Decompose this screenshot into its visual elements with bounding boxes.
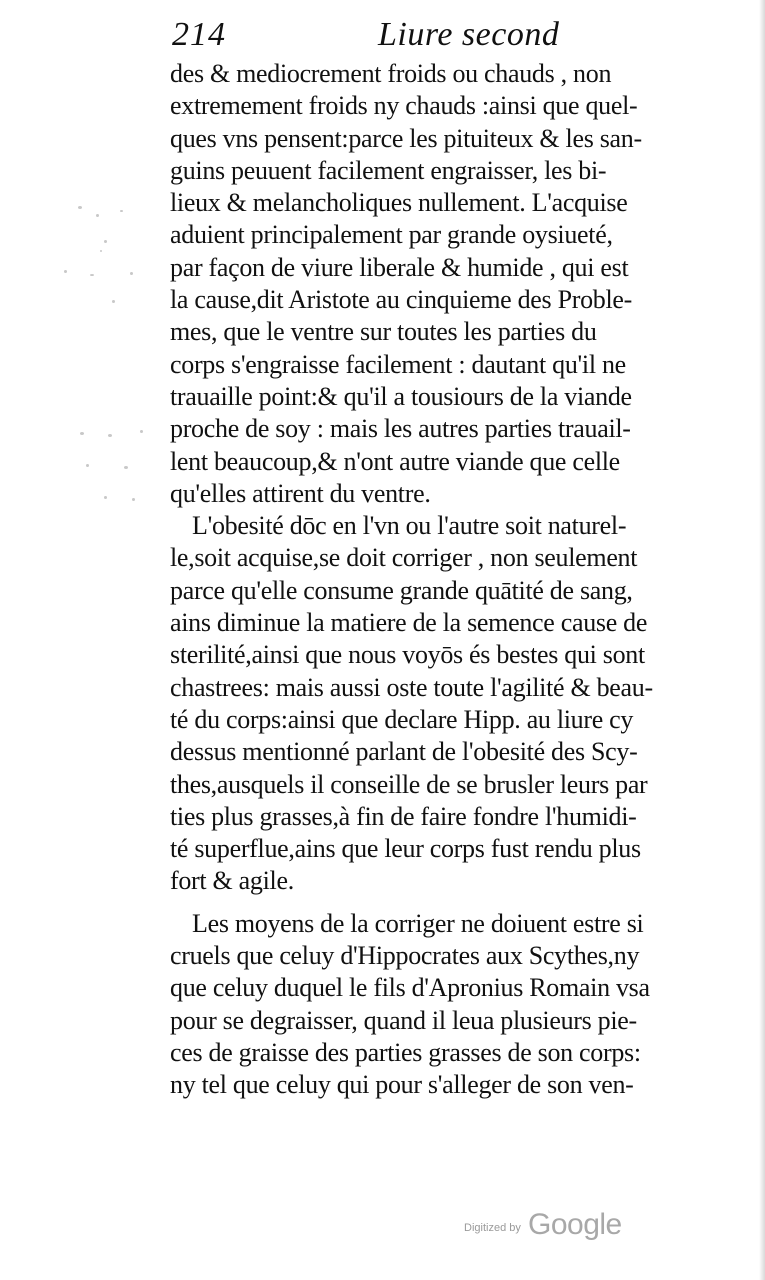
- text-line: ains diminue la matiere de la semence cause de: [170, 608, 648, 638]
- running-title: Liure second: [378, 16, 560, 53]
- digitized-by-label: Digitized by: [464, 1222, 521, 1234]
- text-line: corps s'engraisse facilement : dautant qu'il ne: [170, 349, 626, 379]
- text-line: mes, que le ventre sur toutes les parties du: [170, 317, 597, 347]
- text-line: fort & agile.: [170, 866, 294, 896]
- margin-speck: [86, 464, 89, 467]
- paragraph-gap: [170, 898, 700, 908]
- text-line: L'obesité dōc en l'vn ou l'autre soit naturel-: [192, 511, 627, 541]
- text-line: lieux & melancholiques nullement. L'acquise: [170, 188, 628, 218]
- text-line: guins peuuent facilement engraisser, les bi-: [170, 155, 607, 185]
- body-text: [170, 58, 700, 1102]
- text-line: té superflue,ains que leur corps fust rendu plus: [170, 834, 641, 864]
- margin-speck: [132, 498, 135, 501]
- margin-speck: [90, 274, 94, 276]
- text-line: trauaille point:& qu'il a tousiours de la viande: [170, 381, 632, 411]
- text-line: qu'elles attirent du ventre.: [170, 478, 431, 508]
- margin-speck: [104, 496, 107, 499]
- text-line: par façon de viure liberale & humide , qui est: [170, 252, 629, 282]
- text-line: parce qu'elle consume grande quātité de sang,: [170, 575, 633, 605]
- margin-speck: [120, 210, 123, 212]
- margin-speck: [78, 206, 82, 209]
- margin-speck: [96, 214, 99, 217]
- scan-edge: [759, 0, 765, 1280]
- text-line: proche de soy : mais les autres parties trauail-: [170, 414, 631, 444]
- margin-speck: [124, 466, 128, 469]
- margin-speck: [130, 272, 133, 275]
- margin-speck: [112, 300, 115, 303]
- text-line: ties plus grasses,à fin de faire fondre l'humidi-: [170, 801, 637, 831]
- page-number: 214: [172, 16, 226, 53]
- margin-speck: [108, 434, 112, 437]
- text-line: té du corps:ainsi que declare Hipp. au liure cy: [170, 704, 634, 734]
- text-line: sterilité,ainsi que nous voyōs és bestes qui sont: [170, 640, 645, 670]
- text-line: cruels que celuy d'Hippocrates aux Scythes,ny: [170, 941, 640, 971]
- text-line: lent beaucoup,& n'ont autre viande que celle: [170, 446, 620, 476]
- google-logo: Google: [528, 1208, 622, 1241]
- margin-speck: [140, 430, 143, 433]
- text-line: le,soit acquise,se doit corriger , non seulement: [170, 543, 638, 573]
- text-line: ques vns pensent:parce les pituiteux & les san-: [170, 123, 642, 153]
- text-line: la cause,dit Aristote au cinquieme des Proble-: [170, 285, 633, 315]
- text-line: chastrees: mais aussi oste toute l'agilité & beau-: [170, 672, 653, 702]
- text-line: ces de graisse des parties grasses de son corps:: [170, 1037, 641, 1067]
- text-line: ny tel que celuy qui pour s'alleger de son ven-: [170, 1070, 634, 1100]
- text-line: des & mediocrement froids ou chauds , non: [170, 59, 612, 88]
- page-header: [172, 14, 692, 58]
- text-line: Les moyens de la corriger ne doiuent estre si: [192, 908, 644, 938]
- text-line: thes,ausquels il conseille de se brusler leurs par: [170, 769, 648, 799]
- margin-speck: [104, 240, 107, 243]
- text-line: extremement froids ny chauds :ainsi que quel-: [170, 91, 638, 121]
- text-line: que celuy duquel le fils d'Apronius Romain vsa: [170, 973, 650, 1003]
- text-line: dessus mentionné parlant de l'obesité des Scy-: [170, 737, 638, 767]
- margin-speck: [100, 250, 102, 252]
- text-line: pour se degraisser, quand il leua plusieurs pie-: [170, 1005, 637, 1035]
- margin-speck: [80, 432, 84, 435]
- text-line: aduient principalement par grande oysiueté,: [170, 220, 613, 250]
- margin-speck: [64, 270, 67, 273]
